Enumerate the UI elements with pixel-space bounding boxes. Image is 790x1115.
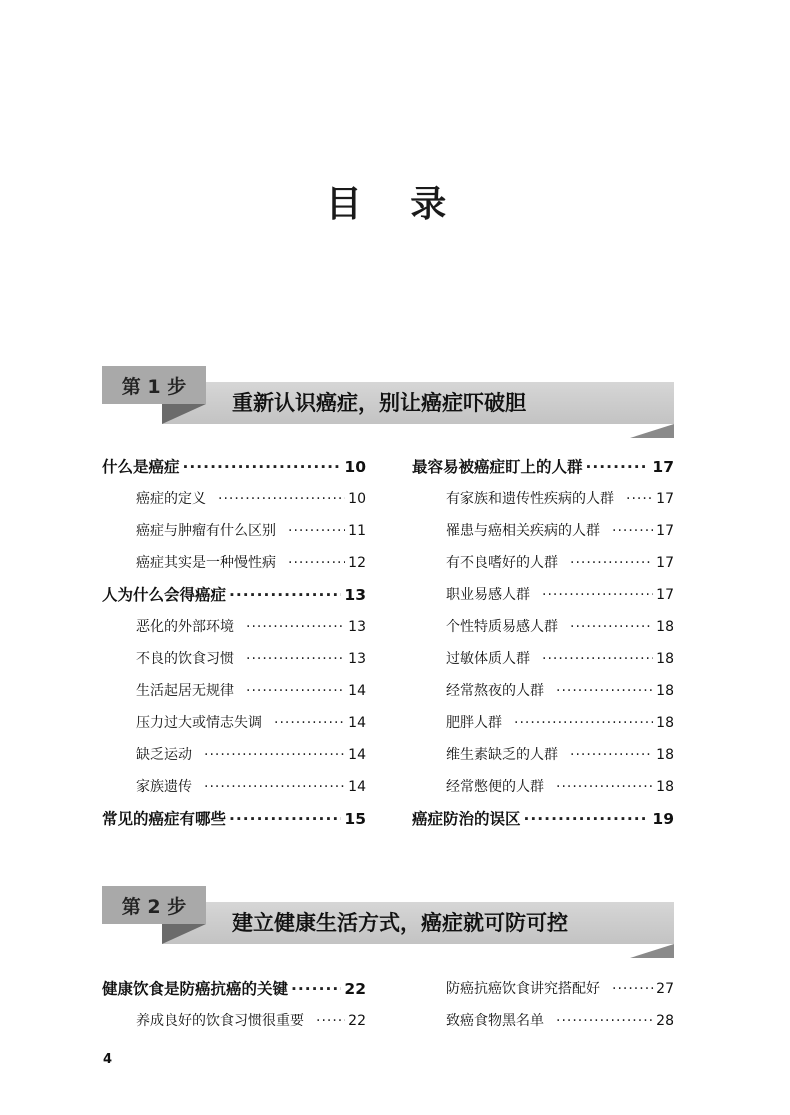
toc-entry-label: 压力过大或情志失调	[136, 715, 262, 731]
toc-entry-label: 家族遗传	[136, 779, 192, 795]
page-title: 目 录	[325, 183, 465, 225]
toc-entry[interactable]	[102, 771, 366, 803]
toc-entry-page: 17	[656, 555, 674, 571]
toc-leader-dots	[274, 707, 345, 739]
toc-entry-label: 最容易被癌症盯上的人群	[412, 458, 583, 476]
toc-leader-dots	[288, 547, 345, 579]
toc-entry-label: 维生素缺乏的人群	[446, 747, 558, 763]
toc-entry[interactable]	[102, 451, 366, 483]
toc-entry-label: 癌症防治的误区	[412, 810, 521, 828]
toc-leader-dots	[204, 739, 345, 771]
toc-entry[interactable]	[412, 771, 674, 803]
toc-entry-label: 癌症的定义	[136, 491, 206, 507]
toc-leader-dots	[229, 579, 341, 611]
toc-leader-dots	[204, 771, 345, 803]
toc-entry-page: 18	[656, 651, 674, 667]
toc-entry-page: 18	[656, 747, 674, 763]
toc-leader-dots	[556, 675, 653, 707]
step-2-heading: 建立健康生活方式，癌症就可防可控	[232, 911, 568, 935]
toc-leader-dots	[542, 643, 653, 675]
toc-entry-label: 有家族和遗传性疾病的人群	[446, 491, 614, 507]
toc-entry[interactable]	[102, 973, 366, 1005]
toc-entry-page: 10	[348, 491, 366, 507]
toc-entry[interactable]	[412, 579, 674, 611]
toc-entry[interactable]	[102, 803, 366, 835]
toc-entry-page: 14	[348, 715, 366, 731]
toc-entry-label: 癌症与肿瘤有什么区别	[136, 523, 276, 539]
toc-entry[interactable]	[102, 1005, 366, 1037]
toc-entry[interactable]	[412, 451, 674, 483]
toc-leader-dots	[612, 973, 653, 1005]
toc-section-2-left	[102, 973, 366, 1037]
toc-entry-label: 致癌食物黑名单	[446, 1013, 544, 1029]
toc-leader-dots	[586, 451, 650, 483]
toc-entry-label: 不良的饮食习惯	[136, 651, 234, 667]
banner-tail	[630, 944, 674, 958]
toc-entry[interactable]	[102, 739, 366, 771]
toc-entry-page: 12	[348, 555, 366, 571]
toc-leader-dots	[316, 1005, 345, 1037]
toc-entry-page: 17	[656, 491, 674, 507]
toc-entry[interactable]	[412, 739, 674, 771]
toc-entry[interactable]	[412, 1005, 674, 1037]
toc-entry-label: 经常熬夜的人群	[446, 683, 544, 699]
toc-entry-page: 22	[344, 980, 366, 998]
toc-entry-page: 17	[652, 458, 674, 476]
step-2-label: 第 2 步	[102, 886, 206, 924]
toc-entry-label: 缺乏运动	[136, 747, 192, 763]
toc-entry[interactable]	[412, 483, 674, 515]
toc-entry[interactable]	[102, 579, 366, 611]
toc-entry-page: 18	[656, 619, 674, 635]
toc-entry-label: 养成良好的饮食习惯很重要	[136, 1013, 304, 1029]
toc-entry-label: 生活起居无规律	[136, 683, 234, 699]
toc-entry-label: 常见的癌症有哪些	[102, 810, 227, 828]
toc-entry[interactable]	[102, 483, 366, 515]
toc-entry[interactable]	[102, 611, 366, 643]
toc-entry[interactable]	[412, 707, 674, 739]
toc-entry-page: 22	[348, 1013, 366, 1029]
toc-entry[interactable]	[102, 675, 366, 707]
toc-entry[interactable]	[412, 611, 674, 643]
toc-entry-page: 15	[344, 810, 366, 828]
toc-leader-dots	[246, 675, 345, 707]
page-number: 4	[103, 1052, 113, 1067]
toc-entry-page: 13	[348, 619, 366, 635]
toc-entry-label: 人为什么会得癌症	[102, 586, 227, 604]
toc-leader-dots	[612, 515, 653, 547]
step-1-banner	[102, 366, 674, 438]
toc-entry-label: 防癌抗癌饮食讲究搭配好	[446, 981, 600, 997]
toc-entry-label: 罹患与癌相关疾病的人群	[446, 523, 600, 539]
toc-entry-page: 13	[344, 586, 366, 604]
banner-fold	[162, 404, 206, 424]
toc-leader-dots	[291, 973, 341, 1005]
banner-tail	[630, 424, 674, 438]
toc-leader-dots	[183, 451, 342, 483]
toc-entry[interactable]	[412, 515, 674, 547]
toc-entry-label: 恶化的外部环境	[136, 619, 234, 635]
toc-entry-page: 27	[656, 981, 674, 997]
toc-leader-dots	[570, 611, 653, 643]
toc-entry[interactable]	[412, 803, 674, 835]
toc-entry-label: 过敏体质人群	[446, 651, 530, 667]
toc-entry-label: 个性特质易感人群	[446, 619, 558, 635]
toc-leader-dots	[542, 579, 653, 611]
toc-entry-page: 17	[656, 523, 674, 539]
toc-entry-page: 13	[348, 651, 366, 667]
toc-entry-page: 18	[656, 779, 674, 795]
toc-entry[interactable]	[412, 547, 674, 579]
step-2-banner	[102, 886, 674, 958]
toc-entry-label: 癌症其实是一种慢性病	[136, 555, 276, 571]
toc-entry[interactable]	[412, 643, 674, 675]
toc-entry[interactable]	[102, 547, 366, 579]
toc-entry-page: 18	[656, 715, 674, 731]
toc-section-1-right	[412, 451, 674, 835]
toc-entry-label: 有不良嗜好的人群	[446, 555, 558, 571]
toc-entry-page: 18	[656, 683, 674, 699]
toc-entry-page: 19	[652, 810, 674, 828]
toc-entry-label: 经常憋便的人群	[446, 779, 544, 795]
toc-section-2-right	[412, 973, 674, 1037]
toc-entry-page: 14	[348, 683, 366, 699]
toc-entry-page: 28	[656, 1013, 674, 1029]
step-1-label: 第 1 步	[102, 366, 206, 404]
toc-leader-dots	[556, 771, 653, 803]
toc-entry-label: 什么是癌症	[102, 458, 180, 476]
toc-leader-dots	[514, 707, 653, 739]
toc-entry[interactable]	[102, 515, 366, 547]
toc-leader-dots	[524, 803, 650, 835]
toc-entry[interactable]	[102, 707, 366, 739]
toc-entry-page: 17	[656, 587, 674, 603]
toc-entry[interactable]	[102, 643, 366, 675]
banner-fold	[162, 924, 206, 944]
toc-leader-dots	[246, 643, 345, 675]
toc-entry-label: 肥胖人群	[446, 715, 502, 731]
toc-entry-page: 14	[348, 779, 366, 795]
toc-leader-dots	[229, 803, 341, 835]
toc-leader-dots	[556, 1005, 653, 1037]
step-1-heading: 重新认识癌症，别让癌症吓破胆	[232, 391, 526, 415]
toc-section-1-left	[102, 451, 366, 835]
toc-entry-label: 健康饮食是防癌抗癌的关键	[102, 980, 289, 998]
toc-leader-dots	[218, 483, 345, 515]
toc-entry-label: 职业易感人群	[446, 587, 530, 603]
toc-leader-dots	[288, 515, 345, 547]
toc-leader-dots	[246, 611, 345, 643]
toc-entry[interactable]	[412, 675, 674, 707]
toc-leader-dots	[626, 483, 653, 515]
toc-entry-page: 14	[348, 747, 366, 763]
toc-leader-dots	[570, 547, 653, 579]
toc-entry-page: 11	[348, 523, 366, 539]
toc-entry-page: 10	[344, 458, 366, 476]
toc-entry[interactable]	[412, 973, 674, 1005]
toc-leader-dots	[570, 739, 653, 771]
